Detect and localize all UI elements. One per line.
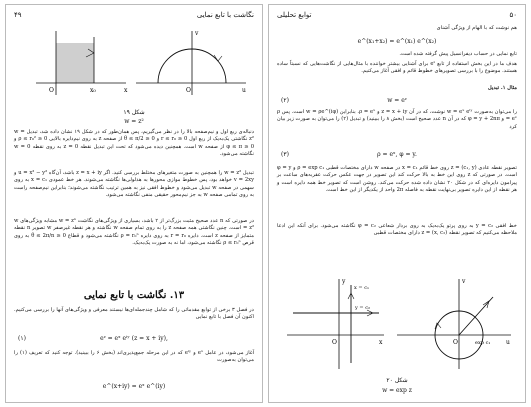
label-v-w: v (462, 278, 466, 285)
right-equation-3-text: ρ = eˣ, φ = y. (377, 151, 417, 158)
figure-20 (279, 273, 517, 373)
right-equation-2 (277, 97, 517, 104)
label-origin-z: O (332, 339, 337, 346)
right-page-header (277, 11, 517, 19)
label-x0: x₀ (90, 87, 96, 94)
right-page-number: ۵۰ (509, 11, 517, 19)
label-v-right: v (195, 30, 199, 37)
left-paragraph-4: در فصل ۳ برخی از توابع مقدماتی را که شامل چندجمله‌ای‌ها نیستند معرفی و ویژگی‌های آنها را بررسی می‌کنیم. اکنون آن فصل با تابع نمایی (14, 307, 254, 321)
figure-20-formula: w = exp z (382, 387, 412, 394)
right-paragraph-4: تصویر نقطه عادی z = (c₁, y) روی خط قائم x = c₁ در صفحه w دارای مختصات قطبی ρ = exp c₁ و φ = y است. در صورتی که z روی این خط به بالا حرکت کند این تصویر در جهت عکس حرکت عقربه‌های ساعت بر پیرامون دایره‌ای که در شکل ۲۰ نشان داده شده حرکت می‌کند. روشن است که تصویر خط همه دایره است و هر نقطه از این دایره تصویر بی‌نهایت نقطه به فاصله 2π واحد از یکدیگر از این خط است. (277, 165, 518, 194)
left-equation-1-text: eᶻ = eˣ eⁱʸ (z = x + iy), (100, 335, 168, 342)
left-equation-1-number: (۱) (18, 335, 26, 342)
left-paragraph-5: آغاز می‌شود، در عامل eˣ و eⁱʸ که در این مرحله جمع‌پذیری‌اند (بخش ۶ را ببینید). توجه کنید که تعریف (۱) را می‌توان به‌صورت (14, 350, 255, 364)
right-equation-1: e^(x₁+x₂) = e^(x₁) e^(x₂) (357, 38, 437, 45)
left-page-header (14, 11, 254, 19)
right-line-1: هم نوشت که با الهام از ویژگی آشنای (436, 25, 517, 31)
right-equation-3 (277, 151, 517, 158)
label-u-w: u (506, 339, 510, 346)
section-13-title: ۱۳. نگاشت با تابع نمایی (83, 290, 185, 301)
right-paragraph-5: خط افقی y = c₂ به روی پرتو یک‌به‌یک به روی بردار شعاعی φ = c₂ نگاشته می‌شود. برای آنکه این ادعا ملاحظه می‌کنیم که تصویر نقطه z = (x, c₂) دارای مختصات قطبی (277, 223, 517, 237)
label-x-left: x (124, 87, 128, 94)
figure-19-caption: شکل ۱۹ (123, 109, 145, 116)
left-equation-2: e^(x+iy) = eˣ e^(iy) (102, 383, 166, 390)
left-paragraph-1: دنباله‌ی ربع اول و نیم‌صفحه بالا را در نظر می‌گیریم، پس همان‌طور که در شکل ۱۹ نشان داده شد، تبدیل w = z² نگاشتی یک‌به‌یک از ربع اول 0 ≤ r ≤ r₀ و 0 ≤ θ ≤ π/2 از صفحه z به روی نیم‌دایره بالایی 0 ≤ ρ ≤ r₀² و 0 ≤ φ ≤ π از صفحه w است. همچنین دیده می‌شود که تحت این تبدیل نقطه z = 0 به روی نقطه w = 0 نگاشته می‌شود. (14, 129, 255, 158)
figure-20-caption: شکل ۲۰ (386, 377, 408, 384)
label-exp-c1: exp c₁ (475, 340, 491, 346)
label-y-z: y (342, 278, 346, 285)
left-equation-1 (14, 335, 254, 342)
label-origin-w: O (453, 339, 458, 346)
left-page (5, 4, 263, 403)
figure-19-formula: w = z² (124, 118, 144, 125)
right-equation-2-number: (۲) (281, 97, 289, 104)
image-ray (459, 297, 493, 335)
right-paragraph-2: هدف ما در این بخش استفاده از تابع eᶻ برای آشنایی بیشتر خواننده با مثال‌هایی از نگاشت‌هایی که نسبتاً ساده هستند. موضوع را با بررسی تصویرهای خطوط قائم و افقی آغاز می‌کنیم. (277, 61, 518, 75)
left-paragraph-3: در صورتی که n عدد صحیح مثبت بزرگ‌تر از ۲ باشد، بسیاری از ویژگی‌های نگاشت w = zⁿ مشابه ویژگی‌های w = z² است. چنین نگاشتی همه صفحه z را به روی تمام صفحه w نگاشته و هر نقطه غیرصفر w تصویر n نقطه متمایز از صفحه z است. دایره r = r₀ به روی دایره ρ = r₀ⁿ نگاشته می‌شود و قطاع 0 ≤ θ ≤ 2π/n به روی قرص ρ ≤ r₀ⁿ نگاشته می‌شود، اما نه به صورت یک‌به‌یک. (14, 218, 255, 247)
example-1-title: مثال ۱. تبدیل (487, 85, 517, 91)
right-page (268, 4, 526, 403)
right-equation-3-number: (۳) (281, 151, 289, 158)
label-origin-right: O (186, 87, 191, 94)
left-paragraph-2: تبدیل w = z² را همچنین به صورت متغیرهای مختلط بررسی کنید. اگر z = x + iy باشد، آن‌گاه u = x² − y² و v = 2xy خواهد بود، پس خطوط موازی محورها به هذلولی‌ها نگاشته می‌شوند. هر خط عمودی x = c₁ به روی سهمی در صفحه w تبدیل می‌شود و خطوط افقی نیز به همین ترتیب نگاشته می‌شوند؛ بنابراین نیم‌صفحه راست به روی تمامی صفحه w به جز نیم‌محور حقیقی منفی نگاشته می‌شود. (14, 170, 255, 199)
label-y-eq-c2: y = c₂ (355, 305, 370, 311)
label-origin-left: O (49, 87, 54, 94)
label-u-right: u (242, 87, 246, 94)
right-equation-2-text: w = eᶻ (387, 97, 407, 104)
left-page-header-title: نگاشت با تابع نمایی (196, 11, 254, 19)
right-paragraph-3: را می‌توان به‌صورت w = eˣ eⁱʸ نوشت، که در آن z = x + iy و ρ = eˣ. بنابراین w = ρe^(iφ) است. پس ρ = eˣ و φ = y + 2nπ که در آن n عدد صحیح است (بخش ۸ را ببینید) و تبدیل (۲) را می‌توان به صورت زیر بیان کرد (277, 109, 517, 130)
label-x-z: x (379, 339, 383, 346)
right-paragraph-1: تابع نمایی در حساب دیفرانسیل پیش گرفته شده است. (399, 51, 517, 57)
left-page-number: ۴۹ (14, 11, 22, 19)
figure-19 (16, 23, 254, 101)
right-page-header-title: توابع تحلیلی (277, 11, 312, 19)
label-x-eq-c1: x = c₁ (354, 285, 369, 291)
